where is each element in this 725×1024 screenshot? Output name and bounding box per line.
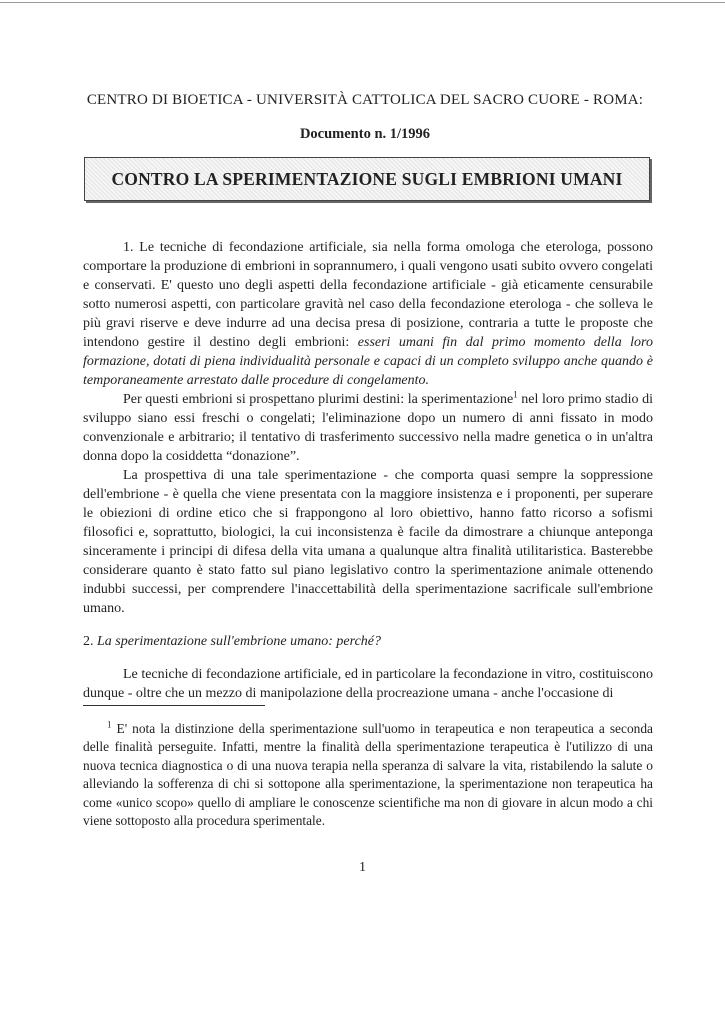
document-title: CONTRO LA SPERIMENTAZIONE SUGLI EMBRIONI UMANI	[111, 168, 623, 189]
paragraph-1-italic: esseri umani fin dal primo momento della loro formazione, dotati di piena individualità personale e capaci di un completo sviluppo anche quando è temporaneamente arrestato dalle procedure di congelamento.	[83, 335, 653, 388]
footnote-italic-non-terapeutica: non terapeutica	[510, 721, 594, 736]
footnote	[83, 720, 653, 830]
paragraph-3: La prospettiva di una tale sperimentazione - che comporta quasi sempre la soppressione dell'embrione - è quella che viene presentata con la maggiore insistenza e i proponenti, per superare le obiezioni di ordine etico che si frappongono al loro obiettivo, hanno fatto ricorso a sofismi filosofici e, soprattutto, biologici, la cui inconsistenza è facile da dimostrare a chiunque anteponga sinceramente i principi di difesa della vita umana a qualunque altra finalità utilitaristica. Basterebbe considerare quanto è stato fatto sul piano legislativo contro la sperimentazione animale ottenendo indubbi successi, per comprendere l'inaccettabilità della sperimentazione sacrificale sull'embrione umano.	[83, 468, 653, 616]
paragraph-2	[83, 390, 653, 466]
top-rule	[0, 2, 725, 3]
footnote-italic-terapeutica: terapeutica	[435, 721, 494, 736]
section-2-title: La sperimentazione sull'embrione umano: perché?	[97, 634, 381, 649]
title-box	[84, 157, 650, 201]
paragraph-2-text-a: Per questi embrioni si prospettano plurimi destini: la sperimentazione	[123, 392, 514, 407]
footnote-text-a: E' nota la distinzione della sperimentazione sull'uomo in	[111, 721, 436, 736]
document-number: Documento n. 1/1996	[299, 126, 431, 142]
section-2-heading	[83, 632, 653, 651]
paragraph-2-text-b: nel loro primo stadio di sviluppo siano essi freschi o congelati; l'eliminazione dopo un numero di anni fissato in modo convenzionale e arbitrario; il tentativo di trasferimento successivo nella madre genetica o in un'altra donna dopo la cosiddetta “donazione”.	[83, 392, 653, 464]
institution-header: CENTRO DI BIOETICA - UNIVERSITÀ CATTOLICA DEL SACRO CUORE - ROMA:	[86, 92, 644, 108]
footnote-marker: 1	[107, 719, 112, 730]
document-body	[83, 238, 653, 703]
paragraph-1	[83, 238, 653, 390]
footnote-text-b: e	[494, 721, 510, 736]
paragraph-1-text: 1. Le tecniche di fecondazione artificiale, sia nella forma omologa che eterologa, possono comportare la produzione di embrioni in soprannumero, i quali vengono usati subito ovvero congelati e conservati. E' questo uno degli aspetti della fecondazione artificiale - già eticamente censurabile sotto numerosi aspetti, con particolare gravità nel caso della fecondazione eterologa - che solleva le più gravi riserve e deve indurre ad una decisa presa di posizione, contraria a tutte le proposte che intendono gestire il destino degli embrioni:	[83, 240, 653, 350]
footnote-text	[83, 720, 653, 830]
footnote-text-c: a seconda delle finalità perseguite. Infatti, mentre la finalità della sperimentazione terapeutica è l'utilizzo di una nuova tecnica diagnostica o di una nuova terapia nella speranza di salvare la vita, ristabilendo la salute o alleviando la sofferenza di chi si sottopone alla sperimentazione, la sperimentazione non terapeutica ha come «unico scopo» quello di ampliare le conoscenze scientifiche ma non di giovare in alcun modo a chi viene sottoposto alla procedura sperimentale.	[83, 721, 653, 829]
footnote-rule	[83, 705, 265, 706]
page-number: 1	[359, 860, 366, 875]
footnote-reference: 1	[513, 389, 518, 400]
paragraph-4: Le tecniche di fecondazione artificiale, ed in particolare la fecondazione in vitro, costituiscono dunque - oltre che un mezzo di manipolazione della procreazione umana - anche l'occasione di	[83, 667, 653, 701]
section-2-number: 2.	[83, 634, 97, 649]
